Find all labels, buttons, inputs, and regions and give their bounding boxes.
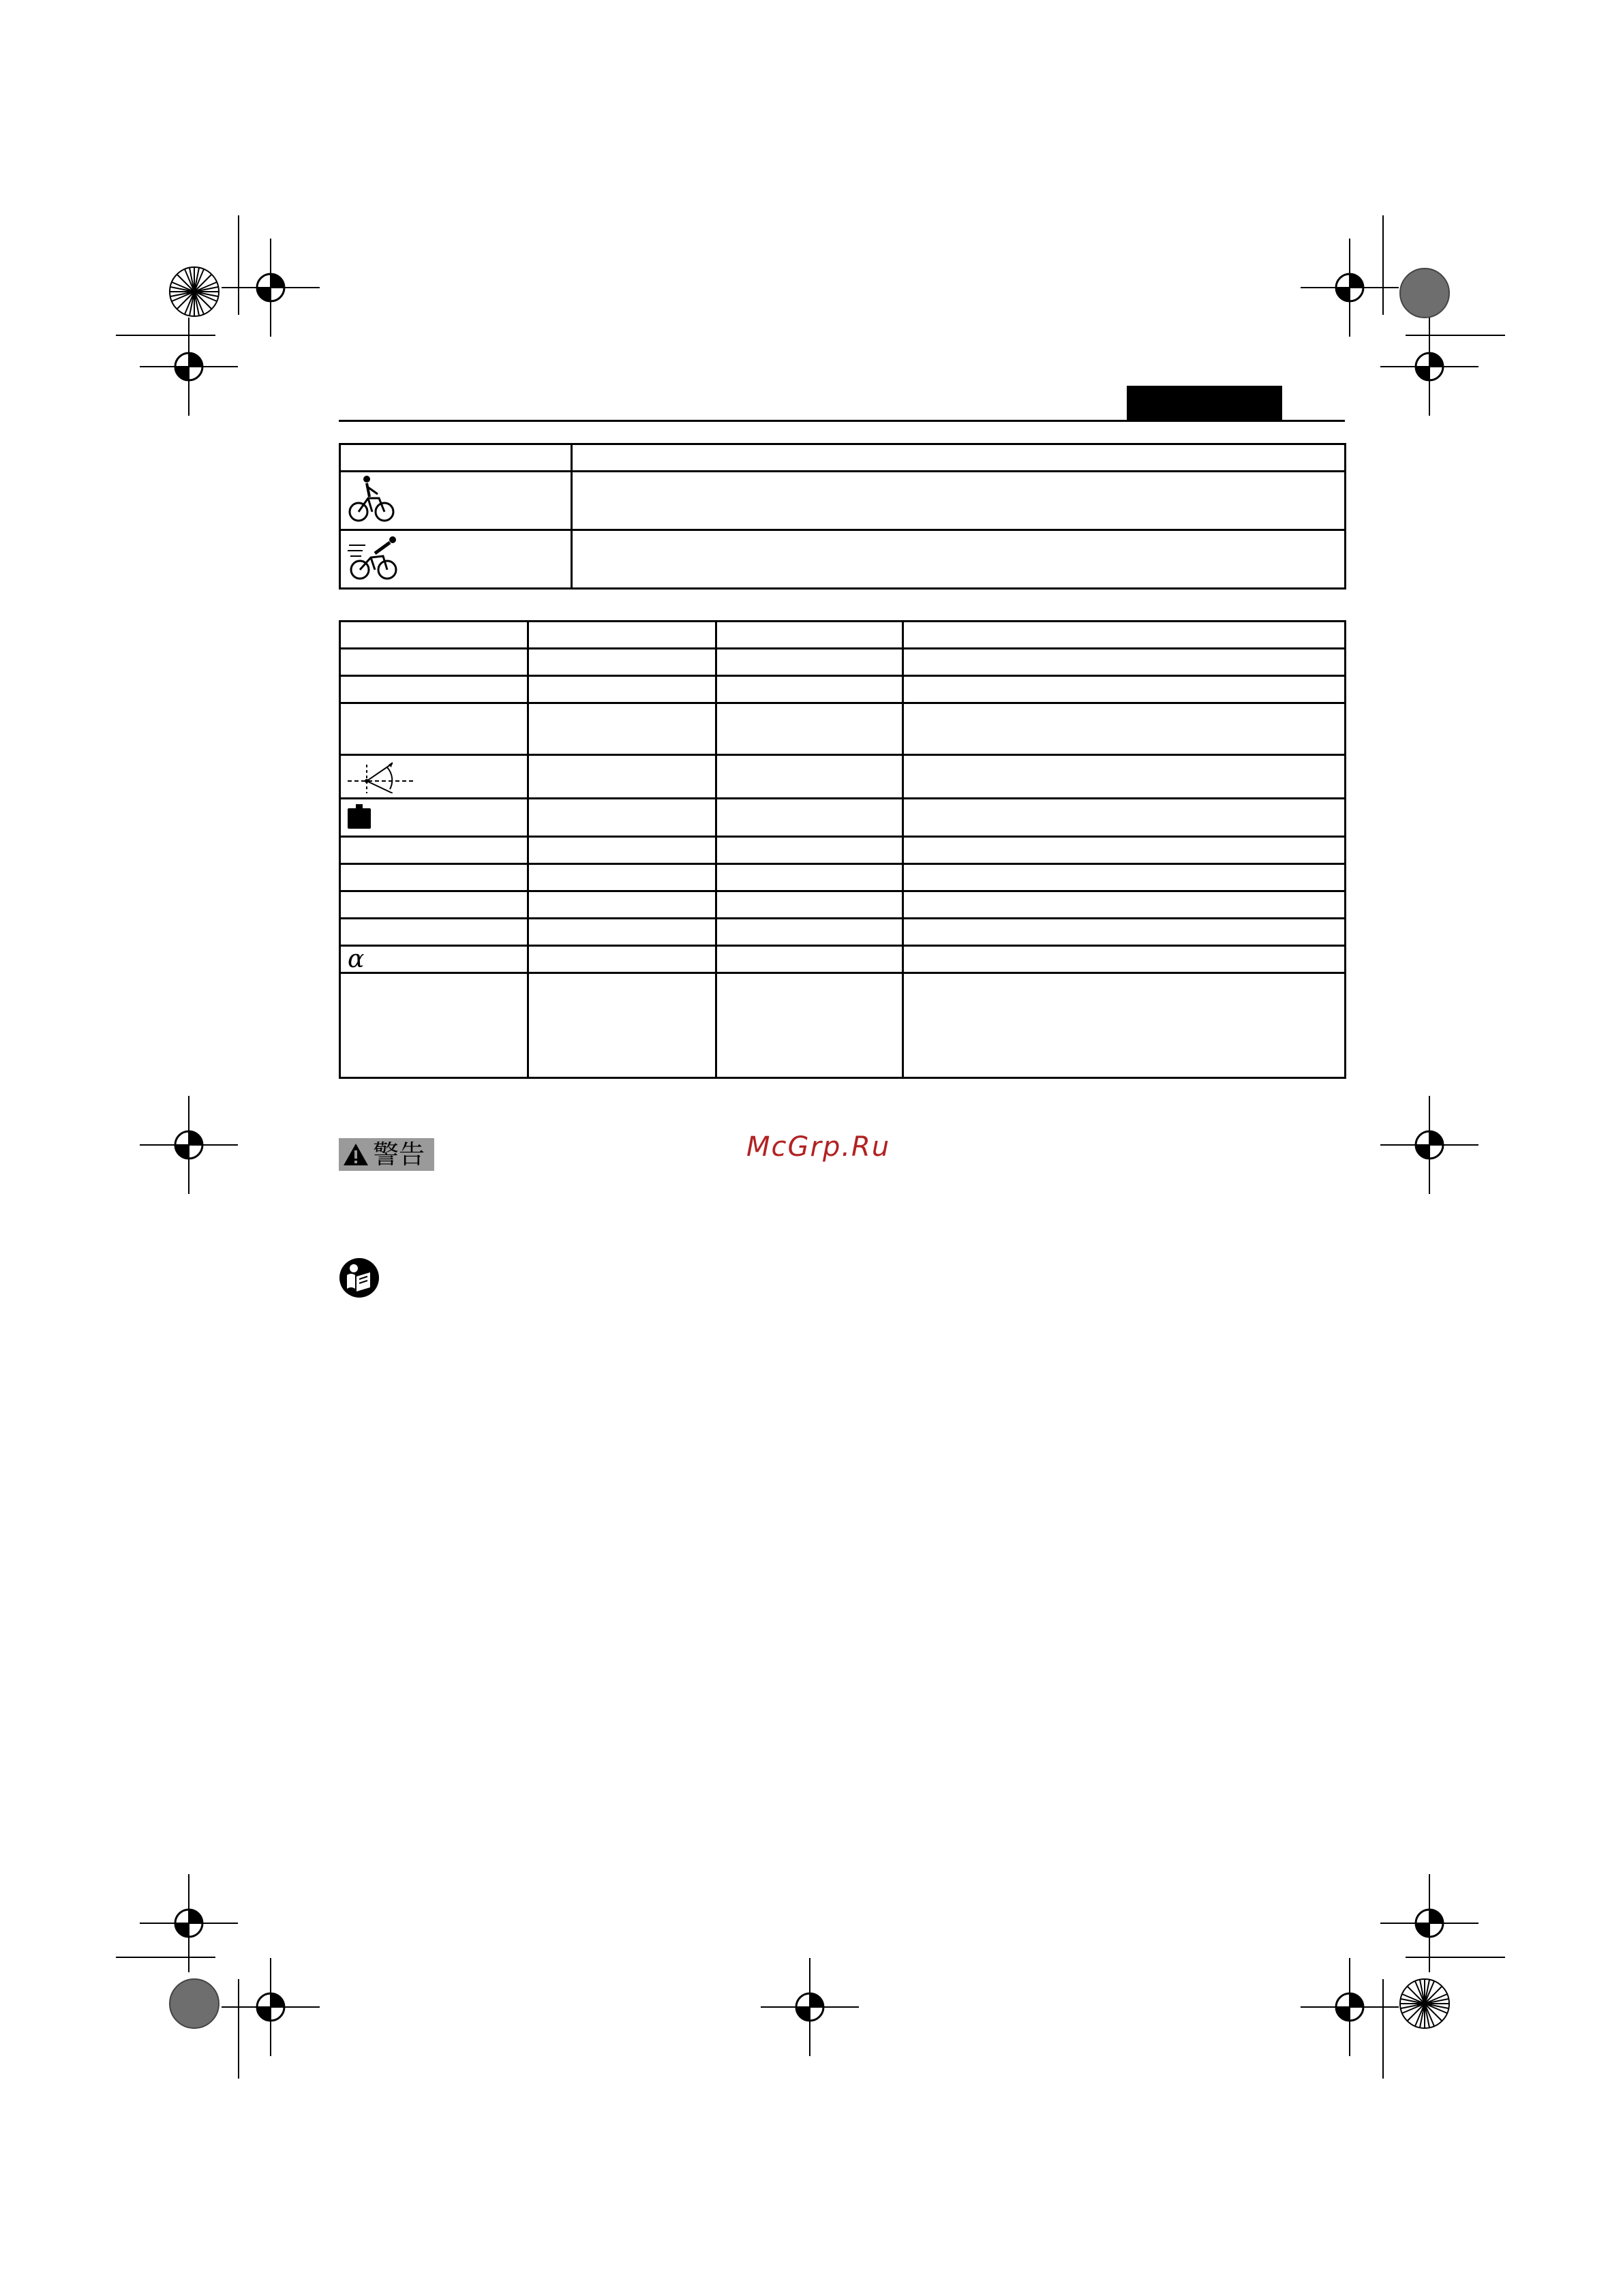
table-cell xyxy=(340,649,528,676)
table-cell xyxy=(572,530,1346,589)
table-cell xyxy=(528,799,716,837)
table-cell xyxy=(903,676,1346,703)
table-cell xyxy=(528,676,716,703)
table-cell xyxy=(716,891,903,919)
table-row xyxy=(340,864,1346,891)
table-cell xyxy=(528,837,716,864)
table-cell xyxy=(528,755,716,799)
table-row xyxy=(340,799,1346,837)
table-cell xyxy=(716,973,903,1078)
table-cell xyxy=(528,891,716,919)
language-tab-block xyxy=(1127,386,1282,420)
warning-label xyxy=(339,1138,434,1171)
table-cell xyxy=(716,622,903,649)
table-row xyxy=(340,676,1346,703)
mode-table xyxy=(339,443,1346,590)
table-row xyxy=(340,837,1346,864)
table-cell xyxy=(340,622,528,649)
table-cell xyxy=(903,703,1346,755)
table-cell xyxy=(716,864,903,891)
table-row xyxy=(340,755,1346,799)
table-cell xyxy=(903,919,1346,946)
table-row xyxy=(340,891,1346,919)
table-cell xyxy=(903,755,1346,799)
table-cell xyxy=(903,864,1346,891)
table-cell xyxy=(716,649,903,676)
table-cell xyxy=(340,837,528,864)
watermark: McGrp.Ru xyxy=(746,1131,891,1163)
table-row xyxy=(340,973,1346,1078)
table-cell xyxy=(528,864,716,891)
alpha-symbol: α xyxy=(348,945,365,973)
table-cell xyxy=(716,837,903,864)
table-cell xyxy=(340,472,572,530)
table-cell xyxy=(340,799,528,837)
table-cell xyxy=(903,622,1346,649)
table-row xyxy=(340,703,1346,755)
table-cell xyxy=(340,891,528,919)
table-row xyxy=(340,649,1346,676)
table-cell xyxy=(903,799,1346,837)
table-cell xyxy=(340,864,528,891)
table-cell xyxy=(340,530,572,589)
table-cell xyxy=(903,973,1346,1078)
table-row xyxy=(340,530,1346,589)
read-manual-icon xyxy=(339,1257,380,1298)
angle-diagram-icon xyxy=(348,758,413,793)
table-cell xyxy=(528,946,716,973)
table-cell xyxy=(716,755,903,799)
table-row xyxy=(340,946,1346,973)
table-cell xyxy=(716,799,903,837)
table-cell xyxy=(340,973,528,1078)
table-cell xyxy=(340,444,572,472)
table-row xyxy=(340,919,1346,946)
table-cell xyxy=(572,444,1346,472)
spec-table xyxy=(339,620,1346,1079)
table-row xyxy=(340,444,1346,472)
table-row xyxy=(340,472,1346,530)
table-cell xyxy=(716,676,903,703)
bicycle-rider-icon xyxy=(348,475,395,524)
table-row xyxy=(340,622,1346,649)
weight-icon xyxy=(348,804,371,829)
table-cell xyxy=(528,649,716,676)
table-cell xyxy=(528,703,716,755)
table-cell xyxy=(340,946,528,973)
table-cell xyxy=(340,676,528,703)
header-rule xyxy=(339,420,1345,422)
table-cell xyxy=(528,973,716,1078)
table-cell xyxy=(572,472,1346,530)
table-cell xyxy=(528,622,716,649)
table-cell xyxy=(340,755,528,799)
warning-text: 警告 xyxy=(373,1139,425,1169)
table-cell xyxy=(528,919,716,946)
table-cell xyxy=(340,919,528,946)
table-cell xyxy=(903,946,1346,973)
table-cell xyxy=(340,703,528,755)
warning-triangle-icon xyxy=(343,1143,369,1166)
read-manual-icon-wrapper xyxy=(339,1257,380,1301)
table-cell xyxy=(903,837,1346,864)
table-cell xyxy=(903,649,1346,676)
bicycle-racer-icon xyxy=(348,536,402,581)
table-cell xyxy=(903,891,1346,919)
table-cell xyxy=(716,703,903,755)
table-cell xyxy=(716,919,903,946)
table-cell xyxy=(716,946,903,973)
